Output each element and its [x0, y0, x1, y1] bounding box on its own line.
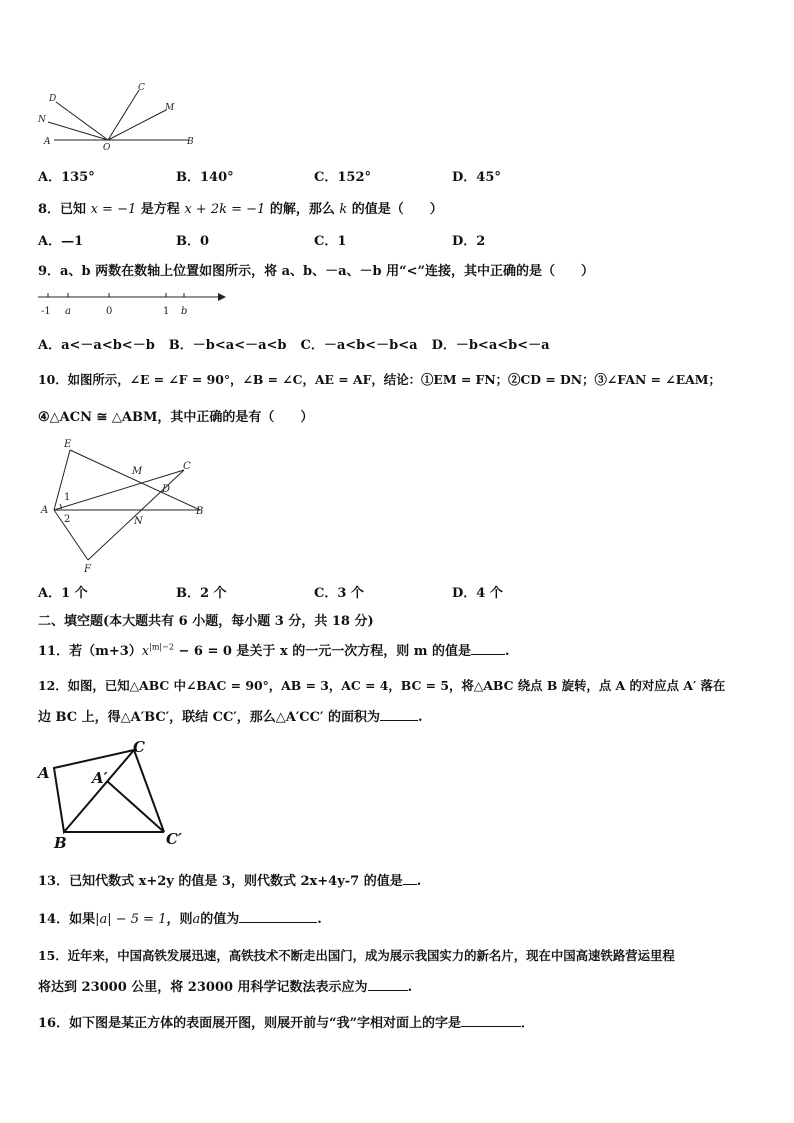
q15-answer-blank — [368, 978, 408, 991]
q14-stem: 14．如果|a| − 5 = 1，则a的值为 . — [38, 912, 322, 927]
label-C: C — [133, 738, 145, 756]
number-line-figure — [36, 288, 236, 320]
q10-options — [38, 582, 758, 601]
tick-label-b: b — [181, 306, 188, 317]
rotation-figure — [36, 736, 196, 852]
q9-option-b: B．－b<a<－a<b — [168, 338, 287, 353]
angle-figure — [34, 80, 204, 152]
q9-stem: 9．a、b 两数在数轴上位置如图所示，将 a、b、－a、－b 用“<”连接，其中正确的是（ ） — [38, 264, 595, 279]
q10-option-c: C．3 个 — [314, 586, 364, 601]
q7-option-a: A．135° — [38, 170, 95, 185]
q14-answer-blank — [239, 910, 317, 923]
label-C: C — [183, 461, 191, 472]
q15-stem-line1: 15．近年来，中国高铁发展迅速，高铁技术不断走出国门，成为展示我国实力的新名片，现在中国高速铁路营运里程 — [38, 948, 675, 963]
angle-label-2: 2 — [64, 514, 71, 525]
label-E: E — [64, 439, 72, 450]
label-B: B — [196, 506, 204, 517]
q10-stem-line1: 10．如图所示，∠E = ∠F = 90°，∠B = ∠C，AE = AF，结论：①EM = FN；②CD = DN；③∠FAN = ∠EAM； — [38, 372, 721, 387]
label-N: N — [134, 516, 143, 527]
q7-option-d: D．45° — [452, 170, 501, 185]
q8-option-b: B．0 — [176, 234, 210, 249]
q10-stem-line2: ④△ACN ≅ △ABM，其中正确的是有（ ） — [38, 410, 314, 425]
angle-label-1: 1 — [64, 492, 71, 503]
tick-label-0: 0 — [106, 306, 113, 317]
q9-option-c: C．－a<b<－b<a — [300, 338, 418, 353]
q8-var: k — [339, 202, 348, 217]
q8-option-a: A．—1 — [38, 234, 84, 249]
label-N: N — [38, 115, 46, 125]
label-M: M — [132, 466, 143, 477]
label-A-prime: A′ — [92, 769, 108, 787]
label-A: A — [38, 764, 50, 782]
label-M: M — [165, 103, 175, 113]
q10-option-a: A．1 个 — [38, 586, 88, 601]
label-D: D — [49, 94, 57, 104]
q9-option-a: A．a<－a<b<－b — [38, 338, 155, 353]
q7-options — [38, 166, 758, 185]
q8-options — [38, 230, 758, 249]
q7-option-c: C．152° — [314, 170, 371, 185]
q7-option-b: B．140° — [176, 170, 234, 185]
tick-label-1: 1 — [163, 306, 170, 317]
q8-eq1: x = −1 — [90, 202, 137, 217]
q12-stem-line2: 边 BC 上，得△A′BC′，联结 CC′，那么△A′CC′ 的面积为 . — [38, 710, 423, 725]
tick-label-a: a — [65, 306, 71, 317]
section-heading: 二、填空题(本大题共有 6 小题，每小题 3 分，共 18 分) — [38, 614, 374, 629]
q9-options — [38, 334, 758, 353]
q16-answer-blank — [461, 1014, 521, 1027]
q8-option-d: D．2 — [452, 234, 486, 249]
q13-answer-blank — [403, 872, 417, 885]
q10-option-b: B．2 个 — [176, 586, 227, 601]
label-B: B — [54, 834, 67, 852]
label-A: A — [44, 137, 51, 147]
q16-stem: 16．如下图是某正方体的表面展开图，则展开前与“我”字相对面上的字是 ． — [38, 1016, 535, 1031]
label-A: A — [41, 505, 49, 516]
q13-stem: 13．已知代数式 x+2y 的值是 3，则代数式 2x+4y-7 的值是 . — [38, 874, 422, 889]
label-C: C — [138, 83, 145, 93]
tick-label-neg1: -1 — [41, 306, 51, 317]
q8-eq2: x + 2k = −1 — [184, 202, 266, 217]
q15-stem-line2: 将达到 23000 公里，将 23000 用科学记数法表示应为 . — [38, 980, 413, 995]
q11-stem: 11．若$(m+3)x^{|m|-2} - 6 = 0$ 是关于 x 的一元一次方程，则 m 的值是 . — [38, 642, 510, 659]
label-D: D — [162, 484, 171, 495]
axis-arrow-icon — [218, 293, 226, 301]
triangles-figure — [36, 434, 226, 574]
q9-option-d: D．－b<a<b<－a — [431, 338, 550, 353]
q8-stem: 8．已知 x = −1 是方程 x + 2k = −1 的解，那么 k 的值是（ ） — [38, 202, 443, 217]
q8-option-c: C．1 — [314, 234, 347, 249]
label-B: B — [187, 137, 194, 147]
q12-stem-line1: 12．如图，已知△ABC 中∠BAC = 90°，AB = 3，AC = 4，BC = 5，将△ABC 绕点 B 旋转，点 A 的对应点 A′ 落在 — [38, 678, 726, 693]
label-F: F — [84, 564, 91, 574]
q11-answer-blank — [471, 642, 505, 655]
label-C-prime: C′ — [166, 830, 182, 848]
q12-answer-blank — [380, 708, 418, 721]
q10-option-d: D．4 个 — [452, 586, 503, 601]
label-O: O — [103, 143, 111, 152]
